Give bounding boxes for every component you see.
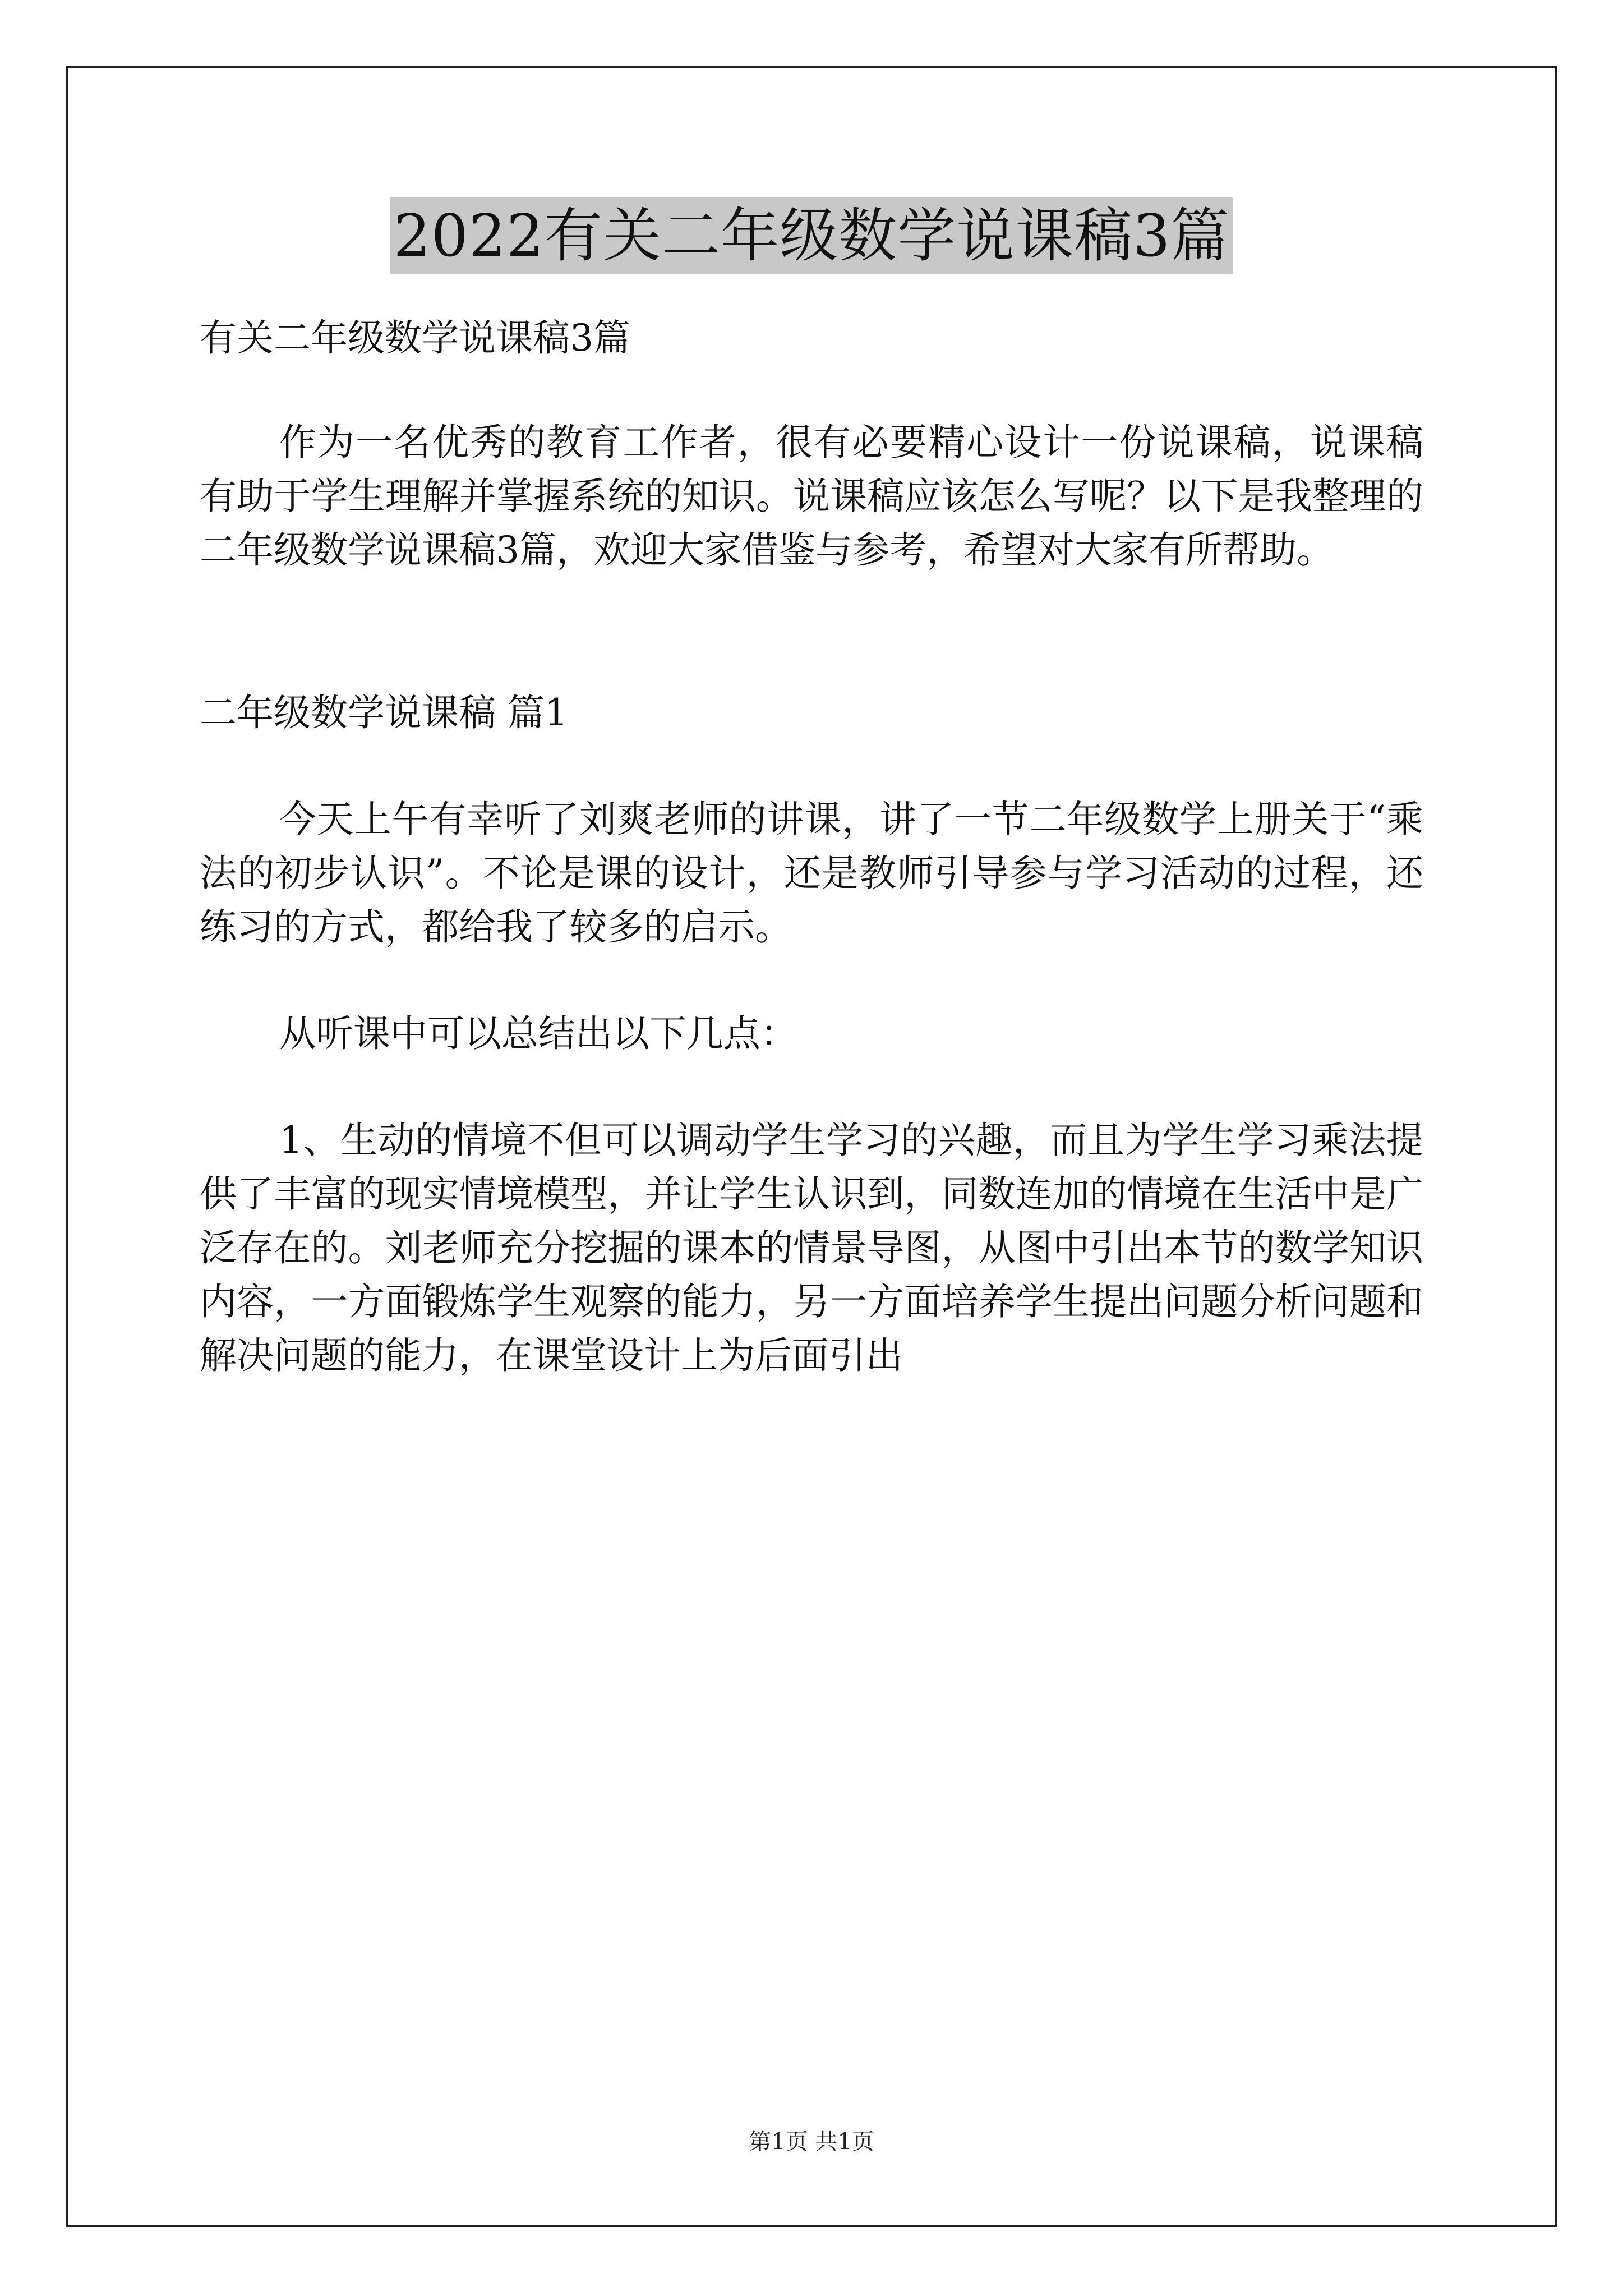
document-body [200,311,1423,1383]
document-subtitle: 有关二年级数学说课稿3篇 [200,316,630,360]
paragraph: 1、生动的情境不但可以调动学生学习的兴趣，而且为学生学习乘法提供了丰富的现实情境模型，并让学生认识到，同数连加的情境在生活中是广泛存在的。刘老师充分挖掘的课本的情景导图，从图中引出本节的数学知识内容，一方面锻炼学生观察的能力，另一方面培养学生提出问题分析问题和解决问题的能力，在课堂设计上为后面引出 [200,1119,1423,1377]
section-heading: 二年级数学说课稿 篇1 [200,691,568,734]
page-footer: 第1页 共1页 [749,2129,874,2155]
intro-paragraph: 作为一名优秀的教育工作者，很有必要精心设计一份说课稿，说课稿有助于学生理解并掌握系统的知识。说课稿应该怎么写呢？以下是我整理的二年级数学说课稿3篇，欢迎大家借鉴与参考，希望对大家有所帮助。 [200,421,1423,572]
paragraph: 从听课中可以总结出以下几点： [279,1012,797,1055]
title-container [0,197,1623,274]
document-title: 2022有关二年级数学说课稿3篇 [390,197,1233,274]
paragraph: 今天上午有幸听了刘爽老师的讲课，讲了一节二年级数学上册关于“乘法的初步认识”。不论是课的设计，还是教师引导参与学习活动的过程，还练习的方式，都给我了较多的启示。 [200,798,1423,949]
